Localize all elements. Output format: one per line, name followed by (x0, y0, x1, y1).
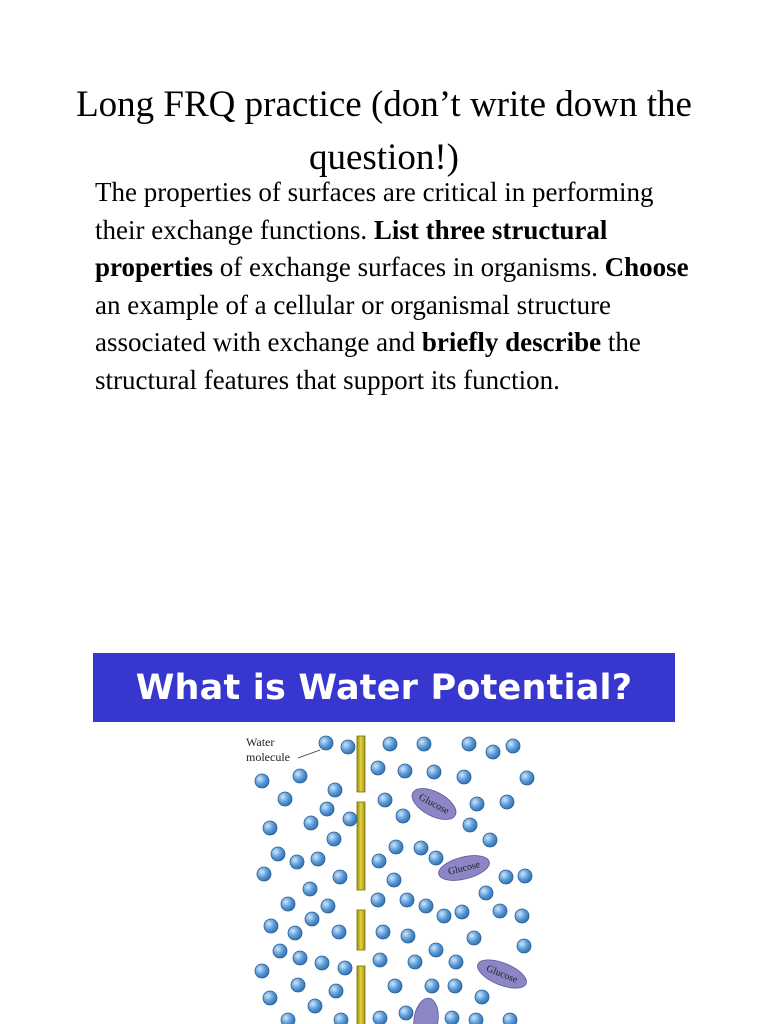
water-molecule (328, 783, 342, 797)
water-molecule (417, 737, 431, 751)
water-molecule (414, 841, 428, 855)
water-molecule (470, 797, 484, 811)
water-molecule (467, 931, 481, 945)
water-molecule (271, 847, 285, 861)
water-molecule (401, 929, 415, 943)
water-molecule (290, 855, 304, 869)
water-molecule (400, 893, 414, 907)
water-molecule (503, 1013, 517, 1024)
water-molecule (429, 943, 443, 957)
water-molecule (398, 764, 412, 778)
water-molecule (343, 812, 357, 826)
water-molecule (376, 925, 390, 939)
water-molecule (281, 897, 295, 911)
water-molecule (281, 1013, 295, 1024)
slide-title: Long FRQ practice (don’t write down the question!) (76, 84, 692, 178)
water-molecule (378, 793, 392, 807)
svg-text:Glucose: Glucose (416, 791, 451, 817)
water-molecule (293, 951, 307, 965)
water-molecule (387, 873, 401, 887)
water-molecule (327, 832, 341, 846)
water-molecule (462, 737, 476, 751)
water-molecule (320, 802, 334, 816)
water-molecule (372, 854, 386, 868)
water-molecule (388, 979, 402, 993)
water-molecule (263, 821, 277, 835)
water-molecule (483, 833, 497, 847)
water-molecule (308, 999, 322, 1013)
question-part-2: of exchange surfaces in organisms. (212, 252, 605, 282)
water-molecule (389, 840, 403, 854)
water-label: Water (246, 735, 275, 749)
water-molecule (419, 899, 433, 913)
water-molecule (506, 739, 520, 753)
water-molecule (515, 909, 529, 923)
water-molecule (493, 904, 507, 918)
svg-text:Glucose: Glucose (446, 859, 482, 878)
glucose-molecule (474, 954, 530, 994)
water-molecule (437, 909, 451, 923)
molecule-label: molecule (246, 750, 290, 764)
water-molecule (371, 893, 385, 907)
water-molecule (427, 765, 441, 779)
water-molecule (448, 979, 462, 993)
water-molecule (304, 816, 318, 830)
water-molecule (288, 926, 302, 940)
water-molecule (329, 984, 343, 998)
label-leader-line (298, 750, 320, 758)
water-molecule (311, 852, 325, 866)
water-molecule (255, 774, 269, 788)
water-molecule (257, 867, 271, 881)
water-molecule (319, 736, 333, 750)
water-molecule (278, 792, 292, 806)
water-molecule (321, 899, 335, 913)
diagram-svg (240, 728, 540, 1024)
glucose-molecule (436, 851, 492, 885)
water-molecule (445, 1011, 459, 1024)
water-molecule (333, 870, 347, 884)
membrane (357, 736, 365, 1024)
water-potential-diagram (240, 728, 540, 1024)
water-molecule (517, 939, 531, 953)
water-molecule (334, 1013, 348, 1024)
water-molecule (449, 955, 463, 969)
water-molecule (303, 882, 317, 896)
water-molecule (500, 795, 514, 809)
water-molecule (463, 818, 477, 832)
question-emphasis-list: List three structural properties (95, 214, 608, 282)
question-part-3: an example of a cellular or organismal structure associated with exchange and (95, 289, 612, 357)
question-emphasis-choose: Choose (604, 252, 689, 282)
water-molecule (332, 925, 346, 939)
water-molecule (499, 870, 513, 884)
water-molecule (293, 769, 307, 783)
question-text (95, 174, 695, 399)
banner-title: What is Water Potential? (135, 667, 633, 708)
water-molecule (371, 761, 385, 775)
water-molecule (291, 978, 305, 992)
svg-text:Glucose: Glucose (484, 963, 520, 986)
glucose-molecule (411, 997, 441, 1024)
water-molecule (373, 953, 387, 967)
water-molecule (264, 919, 278, 933)
glucose-molecule (407, 782, 461, 826)
water-molecule (457, 770, 471, 784)
water-molecule (520, 771, 534, 785)
water-molecule (479, 886, 493, 900)
water-molecule (383, 737, 397, 751)
water-molecule (338, 961, 352, 975)
water-molecule (341, 740, 355, 754)
water-molecule (518, 869, 532, 883)
section-banner (93, 653, 675, 722)
water-molecule (455, 905, 469, 919)
water-molecule (305, 912, 319, 926)
question-part-1: The properties of surfaces are critical in performing their exchange functions. (95, 177, 654, 245)
water-molecule (399, 1006, 413, 1020)
water-molecule (396, 809, 410, 823)
water-molecule (273, 944, 287, 958)
water-molecule (263, 991, 277, 1005)
water-molecule (315, 956, 329, 970)
question-part-4: the structural features that support its function. (95, 327, 641, 395)
question-emphasis-describe: briefly describe (421, 327, 602, 357)
water-molecule (408, 955, 422, 969)
water-molecule (373, 1011, 387, 1024)
water-molecule (425, 979, 439, 993)
water-molecule (255, 964, 269, 978)
water-molecule (486, 745, 500, 759)
water-molecule (469, 1013, 483, 1024)
water-molecule (475, 990, 489, 1004)
water-molecule (429, 851, 443, 865)
